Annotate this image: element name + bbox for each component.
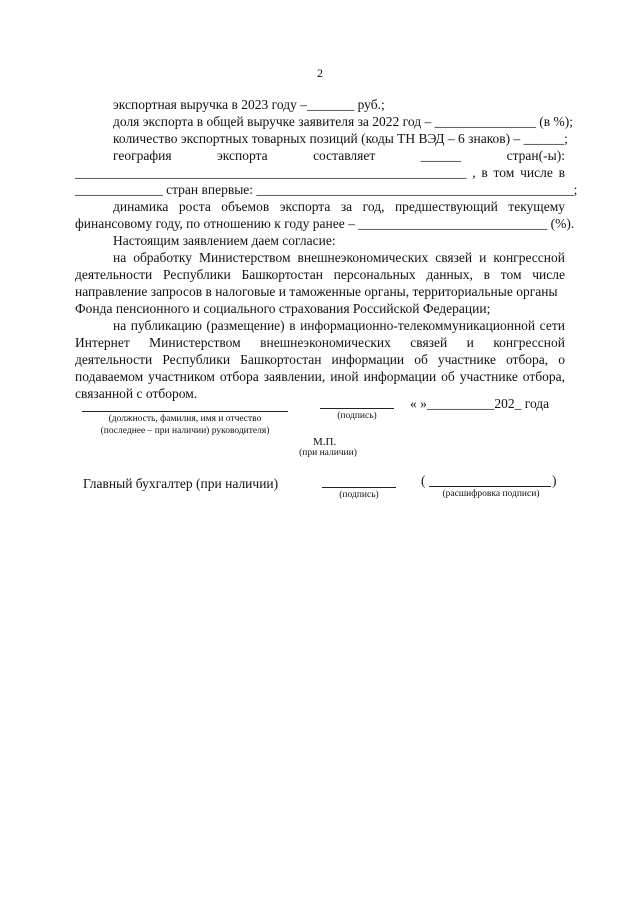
word: обработку [133, 250, 193, 265]
word: Министерством [198, 250, 291, 265]
word: конгрессной [493, 250, 565, 265]
consent2-line5: связанной с отбором. [75, 386, 198, 401]
word: (размещение) [206, 318, 285, 333]
dynamics-line [113, 199, 565, 215]
word: конгрессной [493, 335, 565, 350]
word: Башкортостан [240, 352, 322, 367]
consent1-line2 [75, 267, 565, 283]
position-caption-2: (последнее – при наличии) руководителя) [100, 426, 270, 436]
consent2-line4 [75, 369, 565, 385]
word: экспорта [217, 148, 268, 163]
stamp-label: М.П. [313, 436, 337, 448]
word: числе [532, 267, 565, 282]
word: участнике [437, 352, 496, 367]
word: роста [178, 199, 211, 214]
word: динамика [113, 199, 169, 214]
word: связей [410, 335, 448, 350]
word: , [472, 165, 476, 180]
first-time-line: _____________ стран впервые: _______________________________________________; [75, 182, 578, 197]
word: подаваемом [75, 369, 144, 384]
position-underline [82, 411, 288, 412]
word: связей [435, 250, 473, 265]
word: на [113, 318, 127, 333]
word: за [340, 199, 353, 214]
word: Республики [163, 267, 231, 282]
word: __________________________________________________________ [75, 165, 467, 180]
word: деятельности [75, 352, 153, 367]
dynamics-end-line: финансовому году, по отношению к году ранее – ____________________________ (%). [75, 216, 575, 231]
word: о [558, 352, 565, 367]
decoding-underline [429, 486, 551, 487]
position-caption-1: (должность, фамилия, имя и отчество [108, 414, 262, 424]
word: в [289, 318, 296, 333]
word: данных, [426, 267, 473, 282]
word: Республики [162, 352, 231, 367]
geography-line [113, 148, 565, 164]
stamp-caption: (при наличии) [299, 448, 357, 458]
word: объемов [221, 199, 270, 214]
date-field: « »__________202_ года [410, 396, 550, 411]
word: об [441, 369, 455, 384]
word: персональных [333, 267, 416, 282]
word: в [481, 165, 488, 180]
consent2-line2 [75, 335, 565, 351]
word: иной [330, 369, 359, 384]
decoding-caption: (расшифровка подписи) [442, 489, 540, 499]
word: том [493, 165, 515, 180]
word: информации [331, 352, 405, 367]
word: экспорта [279, 199, 331, 214]
countries-line [75, 165, 565, 181]
word: текущему [508, 199, 565, 214]
word: в [483, 267, 490, 282]
accountant-signature-caption: (подпись) [339, 490, 379, 500]
word: отбора, [505, 352, 549, 367]
word: числе [520, 165, 553, 180]
word: составляет [313, 148, 376, 163]
word: отбора [219, 369, 259, 384]
word: на [113, 250, 127, 265]
export-revenue-line: экспортная выручка в 2023 году –_______ руб.; [113, 97, 385, 112]
word: ______ [420, 148, 462, 163]
word: внешнеэкономических [260, 335, 391, 350]
word: публикацию [130, 318, 202, 333]
word: том [500, 267, 522, 282]
word: деятельности [75, 267, 153, 282]
signature-caption: (подпись) [337, 411, 377, 421]
export-share-line: доля экспорта в общей выручке заявителя за 2022 год – _______________ (в %); [113, 114, 573, 129]
word: в [558, 165, 565, 180]
word: год, [362, 199, 385, 214]
decoding-open-paren: ( [421, 473, 426, 488]
page-number: 2 [317, 66, 323, 80]
consent-intro: Настоящим заявлением даем согласие: [113, 233, 336, 248]
accountant-signature-underline [322, 487, 396, 488]
word: география [113, 148, 172, 163]
word: и [466, 335, 474, 350]
word: информации [363, 369, 437, 384]
word: заявлении, [263, 369, 326, 384]
word: стран(-ы): [506, 148, 565, 163]
word: информационно-телекоммуникационной [300, 318, 536, 333]
consent1-line1 [113, 250, 565, 266]
word: участнике [459, 369, 518, 384]
decoding-close-paren: ) [552, 473, 557, 488]
word: сети [539, 318, 565, 333]
consent1-line3: направление запросов в налоговые и таможенные органы, территориальные органы [75, 284, 558, 299]
word: предшествующий [394, 199, 498, 214]
word: участником [148, 369, 215, 384]
signature-underline [320, 408, 394, 409]
chief-accountant-label: Главный бухгалтер (при наличии) [83, 476, 279, 491]
word: Башкортостан [241, 267, 323, 282]
word: Интернет [75, 335, 130, 350]
word: об [414, 352, 428, 367]
word: отбора, [522, 369, 565, 384]
consent2-line1 [113, 318, 565, 334]
consent1-line4: Фонда пенсионного и социального страхования Российской Федерации; [75, 301, 491, 316]
word: внешнеэкономических [297, 250, 429, 265]
word: и [479, 250, 487, 265]
word: Министерством [149, 335, 241, 350]
consent2-line3 [75, 352, 565, 368]
export-positions-line: количество экспортных товарных позиций (коды ТН ВЭД – 6 знаков) – ______; [113, 131, 568, 146]
